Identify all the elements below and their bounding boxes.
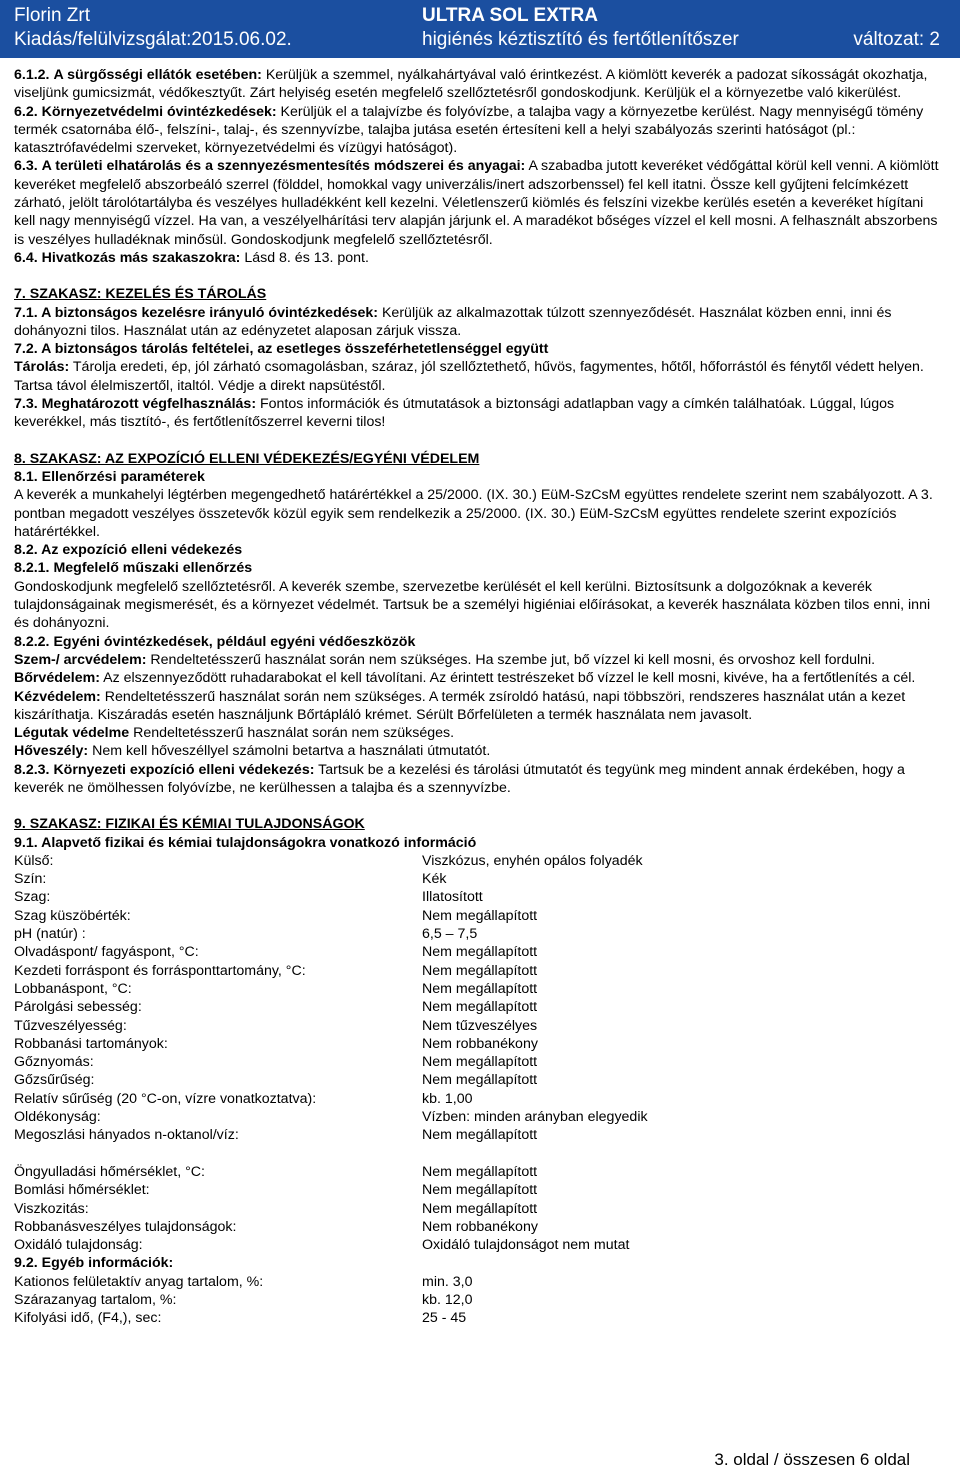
property-row — [14, 998, 944, 1016]
property-value: Nem megállapított — [422, 907, 538, 924]
property-row — [14, 1126, 944, 1144]
property-label: Tűzveszélyesség: — [14, 1017, 127, 1034]
skin-protection: Bőrvédelem: Az elszennyeződött ruhadarabokat el kell távolítani. Az érintett testrészeket bő vízzel le kell mosni, kivéve, ha a fertőtlenítés a cél. — [14, 670, 916, 687]
section-7-heading: 7. SZAKASZ: KEZELÉS ÉS TÁROLÁS — [14, 286, 267, 303]
property-label: Párolgási sebesség: — [14, 999, 142, 1016]
storage-text: Tárolás: Tárolja eredeti, ép, jól zárható csomagolásban, száraz, jól szellőztethető, hűvös, fagymentes, hőtől, hőforrástól és fénytől védett helyen. Tartsa távol élelmiszertől, italtól. Védje a direkt napsütéstől. — [14, 359, 924, 394]
property-list — [14, 852, 944, 1145]
revision-date: Kiadás/felülvizsgálat:2015.06.02. — [14, 29, 292, 50]
property-row — [14, 1181, 944, 1199]
property-value: min. 3,0 — [422, 1273, 473, 1290]
property-value: Nem megállapított — [422, 1200, 538, 1217]
property-value: Nem robbanékony — [422, 1035, 538, 1052]
property-row — [14, 962, 944, 980]
property-value: Nem megállapított — [422, 999, 538, 1016]
property-label: Bomlási hőmérséklet: — [14, 1182, 150, 1199]
property-value: Nem megállapított — [422, 962, 538, 979]
property-row — [14, 1071, 944, 1089]
property-row — [14, 1273, 944, 1291]
property-label: pH (natúr) : — [14, 926, 86, 943]
property-row — [14, 1017, 944, 1035]
property-label: Külső: — [14, 852, 54, 869]
property-label: Oldékonyság: — [14, 1109, 101, 1126]
property-value: Nem megállapított — [422, 1127, 538, 1144]
property-row — [14, 1163, 944, 1181]
property-row — [14, 1218, 944, 1236]
section-6-3: 6.3. A területi elhatárolás és a szennyezésmentesítés módszerei és anyagai: A szabadba jutott keveréket védőgáttal körül kell venni. A kiömlött keveréket megfelelő abszorbeáló szerrel (földdel, homokkal vagy univerzális/inert adszorbenssel) fel kell itatni. Össze kell gyűjteni felcímkézett zárható, jelölt tárolótartályba és veszélyes hulladékként kell kezelni. Véletlenszerű kiömlés és felszíni vizekbe kerülés esetén a keveréket hígítani kell nagy mennyiségű vízzel. Ha van, a veszélyelhárítási terv alapján járjunk el. A maradékot bőséges vízzel el kell mosni. A felhasznált abszorbens is veszélyes hulladéknak minősül. Gondoskodjunk megfelelő szellőztetésről. — [14, 158, 939, 248]
section-8-1-text: A keverék a munkahelyi légtérben megengedhető határértékkel a 25/2000. (IX. 30.) EüM-SzCsM együttes rendelete szerint nem szabályozott. A 3. pontban megadott veszélyes összetevők közül egyik sem rendelkezik a 25/2000. (IX. 30.) EüM-SzCsM együttes rendelete szerint expozíciós határértékkel. — [14, 487, 933, 540]
property-row — [14, 852, 944, 870]
property-row — [14, 1200, 944, 1218]
eye-protection: Szem-/ arcvédelem: Rendeltetésszerű használat során nem szükséges. Ha szembe jut, bő vízzel ki kell mosni, és orvoshoz kell fordulni. — [14, 651, 876, 668]
product-subtitle: higiénés kéztisztító és fertőtlenítőszer — [422, 29, 739, 50]
property-label: Gőzsűrűség: — [14, 1072, 95, 1089]
property-value: Vízben: minden arányban elegyedik — [422, 1109, 648, 1126]
property-label: Szárazanyag tartalom, %: — [14, 1292, 177, 1308]
property-label: Olvadáspont/ fagyáspont, °C: — [14, 944, 199, 961]
property-row — [14, 1090, 944, 1108]
property-value: Nem megállapított — [422, 944, 538, 961]
property-list-2 — [14, 1163, 944, 1254]
property-value: kb. 12,0 — [422, 1292, 473, 1308]
other-info-list — [14, 1273, 944, 1328]
section-8-2-1-title: 8.2.1. Megfelelő műszaki ellenőrzés — [14, 560, 253, 577]
property-value: Nem megállapított — [422, 1163, 538, 1180]
hand-protection: Kézvédelem: Rendeltetésszerű használat során nem szükséges. A termék zsíroldó hatású, napi többszöri, rendszeres használat után a kezet kiszáríthatja. Kiszáradás esetén használjunk Bőrtápláló krémet. Sérült Bőrfelületen a termék használata nem javasolt. — [14, 688, 906, 723]
property-label: Relatív sűrűség (20 °C-on, vízre vonatkoztatva): — [14, 1090, 317, 1107]
product-name: ULTRA SOL EXTRA — [422, 5, 598, 26]
property-label: Kationos felületaktív anyag tartalom, %: — [14, 1273, 264, 1290]
section-8-heading: 8. SZAKASZ: AZ EXPOZÍCIÓ ELLENI VÉDEKEZÉS/EGYÉNI VÉDELEM — [14, 450, 480, 467]
property-row — [14, 907, 944, 925]
property-value: Illatosított — [422, 889, 483, 906]
property-value: Nem megállapított — [422, 1054, 538, 1071]
property-value: Nem megállapított — [422, 980, 538, 997]
section-7-3: 7.3. Meghatározott végfelhasználás: Fontos információk és útmutatások a biztonsági adatlapban vagy a címkén találhatóak. Lúggal, lúgos keverékkel, más tisztító-, és fertőtlenítőszerrel keverni tilos! — [14, 396, 895, 431]
property-value: Viszkózus, enyhén opálos folyadék — [422, 852, 643, 869]
document-body — [14, 66, 944, 1328]
version-label: változat: 2 — [853, 29, 940, 50]
property-row — [14, 1236, 944, 1254]
property-row — [14, 1291, 944, 1309]
property-value: Oxidáló tulajdonságot nem mutat — [422, 1237, 630, 1254]
property-label: Oxidáló tulajdonság: — [14, 1237, 143, 1254]
section-8-2-3: 8.2.3. Környezeti expozíció elleni védekezés: Tartsuk be a kezelési és tárolási útmutatót és tegyünk meg mindent annak érdekében, hogy a keverék ne ömölhessen folyóvízbe, ne kerülhessen a talajba és a szennyvízbe. — [14, 761, 905, 796]
section-6-2: 6.2. Környezetvédelmi óvintézkedések: Kerüljük el a talajvízbe és folyóvízbe, a talajba vagy a környezetbe kerülést. Nagy mennyiségű tömény termék csatornába élő-, felszíni-, talaj-, és szennyvízbe, talajba jutása esetén értesíteni kell a helyi szabályozás szerinti hatóságot (pl.: katasztrófavédelmi szerveket, környezetvédelmi és vízügyi hatóságot). — [14, 103, 924, 157]
property-label: Szag: — [14, 889, 51, 906]
property-label: Viszkozitás: — [14, 1200, 89, 1217]
section-8-2-1-text: Gondoskodjunk megfelelő szellőztetésről. A keverék szembe, szervezetbe kerülését el kell kerülni. Biztosítsunk a dolgozóknak a keverék tulajdonságainak megismerését, és a környezet védelmét. Tartsuk be a személyi higiéniai előírásokat, a keverék használata közben tilos enni, inni és dohányozni. — [14, 578, 931, 632]
property-value: Nem megállapított — [422, 1182, 538, 1199]
property-value: Kék — [422, 871, 447, 888]
section-9-heading: 9. SZAKASZ: FIZIKAI ÉS KÉMIAI TULAJDONSÁGOK — [14, 816, 365, 833]
section-7-2-title: 7.2. A biztonságos tárolás feltételei, az esetleges összeférhetetlenséggel együtt — [14, 341, 549, 358]
respiratory-protection: Légutak védelme Rendeltetésszerű használat során nem szükséges. — [14, 725, 455, 742]
property-row — [14, 870, 944, 888]
property-label: Lobbanáspont, °C: — [14, 980, 132, 997]
property-row — [14, 1035, 944, 1053]
property-row — [14, 980, 944, 998]
property-label: Szag küszöbérték: — [14, 907, 131, 924]
section-7-1: 7.1. A biztonságos kezelésre irányuló óvintézkedések: Kerüljük az alkalmazottak túlzott szennyeződését. Használat közben enni, inni és dohányozni tilos. Használat után az edényzetet alaposan zárjuk vissza. — [14, 304, 892, 339]
property-value: Nem tűzveszélyes — [422, 1017, 538, 1034]
section-8-2-title: 8.2. Az expozíció elleni védekezés — [14, 542, 243, 559]
property-label: Megoszlási hányados n-oktanol/víz: — [14, 1127, 239, 1144]
property-label: Öngyulladási hőmérséklet, °C: — [14, 1163, 205, 1180]
property-label: Szín: — [14, 871, 47, 888]
property-row — [14, 1108, 944, 1126]
property-label: Kifolyási idő, (F4,), sec: — [14, 1310, 162, 1327]
section-8-1-title: 8.1. Ellenőrzési paraméterek — [14, 468, 205, 485]
property-label: Kezdeti forráspont és forrásponttartomány, °C: — [14, 962, 306, 979]
section-9-1-title: 9.1. Alapvető fizikai és kémiai tulajdonságokra vonatkozó információ — [14, 834, 477, 851]
document-header — [0, 0, 960, 58]
section-8-2-2-title: 8.2.2. Egyéni óvintézkedések, például egyéni védőeszközök — [14, 633, 416, 650]
company-name: Florin Zrt — [14, 5, 90, 26]
property-value: 6,5 – 7,5 — [422, 926, 478, 943]
property-value: 25 - 45 — [422, 1310, 467, 1327]
section-6-4: 6.4. Hivatkozás más szakaszokra: Lásd 8. és 13. pont. — [14, 249, 369, 266]
property-row — [14, 943, 944, 961]
property-row — [14, 925, 944, 943]
property-row — [14, 1053, 944, 1071]
property-value: Nem robbanékony — [422, 1218, 538, 1235]
property-value: Nem megállapított — [422, 1072, 538, 1089]
thermal-hazard: Hőveszély: Nem kell hőveszéllyel számolni betartva a használati útmutatót. — [14, 743, 491, 760]
property-label: Robbanásveszélyes tulajdonságok: — [14, 1218, 237, 1235]
section-6-1-2: 6.1.2. A sürgősségi ellátók esetében: Kerüljük a szemmel, nyálkahártyával való érintkezést. A kiömlött keverék a padozat síkosságát okozhatja, viseljünk gumicsizmát, védőkesztyűt. Zárt helyiség esetén megfelelő szellőztetésről gondoskodjunk. Kerüljük el a környezetbe való kikerülést. — [14, 67, 928, 102]
page-number: 3. oldal / összesen 6 oldal — [714, 1450, 910, 1469]
property-row — [14, 1309, 944, 1327]
property-row — [14, 888, 944, 906]
section-9-2-title: 9.2. Egyéb információk: — [14, 1255, 174, 1272]
property-label: Gőznyomás: — [14, 1054, 94, 1071]
property-label: Robbanási tartományok: — [14, 1035, 168, 1052]
property-value: kb. 1,00 — [422, 1090, 473, 1107]
